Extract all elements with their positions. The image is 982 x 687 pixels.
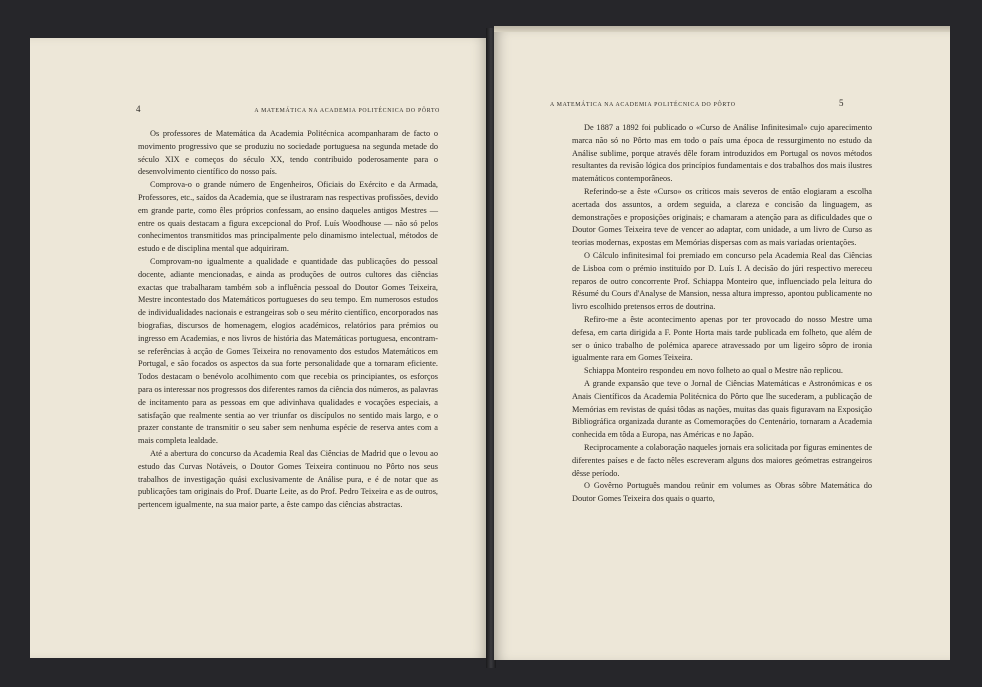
- paragraph: O Cálculo infinitesimal foi premiado em concurso pela Academia Real das Ciências de Lisboa com o prémio instituído por D. Luís I. A decisão do júri respectivo mereceu reparos de outro concorrente Prof. Schiappa Monteiro que, influenciado pela leitura do Résumé du Cours d'Analyse de Mansion, nessa altura impresso, apontou publicamente no livro escolhido pretensos erros de doutrina.: [572, 250, 872, 312]
- right-body-text: [572, 122, 872, 506]
- paragraph: Comprova-o o grande número de Engenheiros, Oficiais do Exército e da Armada, Professores, etc., saídos da Academia, que se ilustraram nas respectivas profissões, devido em grande parte, como êles próprios confessam, ao ensino daqueles antigos Mestres — entre os quais destacam a figura excepcional do Prof. Luís Woodhouse — não só pelos conhecimentos transmitidos mas principalmente pelo dinamismo intelectual, métodos de estudo e de disciplina mental que adquiriram.: [138, 180, 438, 254]
- paragraph: Referindo-se a êste «Curso» os críticos mais severos de então elogiaram a escolha acertada dos assuntos, a ordem seguida, a clareza e concisão da linguagem, as demonstrações e proposições originais; e chamaram a atenção para as dificuldades que o Doutor Gomes Teixeira teve de vencer ao adaptar, com unidade, a um livro de Curso as teorias modernas, expostas em Memórias dispersas com as mais variadas orientações.: [572, 186, 872, 248]
- right-running-title: A MATEMÁTICA NA ACADEMIA POLITÉCNICA DO PÔRTO: [550, 102, 736, 108]
- left-body-text: [138, 128, 438, 512]
- left-page: [30, 38, 488, 658]
- paragraph: Os professores de Matemática da Academia Politécnica acompanharam de facto o movimento progressivo que se produziu no sociedade portuguesa na segunda metade do século XIX e começos do século XX, tendo contribuido poderosamente para o desenvolvimento científico do nosso país.: [138, 129, 438, 177]
- right-running-head: [550, 98, 844, 108]
- paragraph: Comprovam-no igualmente a qualidade e quantidade das publicações do pessoal docente, adiante mencionadas, e ainda as produções de outros cultores das ciências exactas que trabalharam também sob a influência pessoal do Doutor Gomes Teixeira, Mestre incontestado dos Matemáticos portugueses do seu tempo. Em numerosos estudos de individualidades nacionais e estrangeiras sob o seu mérito científico, encorporados nas biografias, discursos de homenagem, elogios académicos, relatórios para prémios ou ingresso em Academias, e nos livros de história das Matemáticas portuguesa, encontram-se referências à acção de Gomes Teixeira no renovamento dos estudos Matemáticos em Portugal, e são focados os aspectos da sua forte personalidade que a tornaram eficiente. Todos destacam o benévolo acolhimento com que recebia os principiantes, os esforços para os interessar nos progressos dos diferentes ramos da ciência dos números, as palavras de incitamento para as pessoas em que adivinhava qualidades e vocações especiais, a satisfação que realmente sentia ao ver triunfar os discípulos no sentido mais largo, e o prazer constante de transmitir o seu saber sem nenhuma espécie de reserva antes com a mais completa lealdade.: [138, 256, 438, 446]
- right-page-number: 5: [838, 98, 844, 108]
- left-page-number: 4: [136, 104, 142, 114]
- left-running-head: [136, 104, 440, 114]
- paragraph: Até a abertura do concurso da Academia Real das Ciências de Madrid que o levou ao estudo das Curvas Notáveis, o Doutor Gomes Teixeira continuou no Pôrto nos seus trabalhos de investigação quási exclusivamente de Análise pura, e é de notar que as publicações tam originais do Prof. Duarte Leite, as do Prof. Pedro Teixeira e as de outros, pertencem igualmente, na sua maior parte, a êste campo das ciências abstractas.: [138, 448, 438, 510]
- paragraph: Schiappa Monteiro respondeu em novo folheto ao qual o Mestre não replicou.: [584, 366, 843, 376]
- paragraph: Refiro-me a êste acontecimento apenas por ter provocado do nosso Mestre uma defesa, em carta dirigida a F. Ponte Horta mais tarde publicada em folheto, que além de ser o único trabalho de polémica aparece atravessado por um ligeiro sôpro de ironia igualmente rara em Gomes Teixeira.: [572, 314, 872, 363]
- paragraph: De 1887 a 1892 foi publicado o «Curso de Análise Infinitesimal» cujo aparecimento marca não só no Pôrto mas em todo o país uma época de ressurgimento no estudo da Análise sublime, porque através dêle foram introduzidos em Portugal os novos métodos resultantes da revisão lógica dos princípios fundamentais e dos trabalhos dos mais ilustres matemáticos contemporâneos.: [572, 123, 872, 184]
- paragraph: A grande expansão que teve o Jornal de Ciências Matemáticas e Astronómicas e os Anais Científicos da Academia Politécnica do Pôrto que lhe sucederam, a publicação de Memórias em revistas de quási tôdas as nações, muitas das quais figuravam na Exposição Bibliográfica organizada durante as Comemorações do Centenário, tornaram a Academia conhecida em tôda a Europa, nas Américas e no Japão.: [572, 378, 872, 440]
- right-page: [494, 32, 950, 660]
- paragraph: O Govêrno Português mandou reünir em volumes as Obras sôbre Matemática do Doutor Gomes Teixeira dos quais o quarto,: [572, 481, 872, 504]
- paragraph: Reciprocamente a colaboração naqueles jornais era solicitada por figuras eminentes de diferentes países e de facto nêles escreveram alguns dos maiores geómetras estrangeiros dêsse período.: [572, 442, 872, 478]
- left-running-title: A MATEMÁTICA NA ACADEMIA POLITÉCNICA DO PÔRTO: [254, 108, 440, 114]
